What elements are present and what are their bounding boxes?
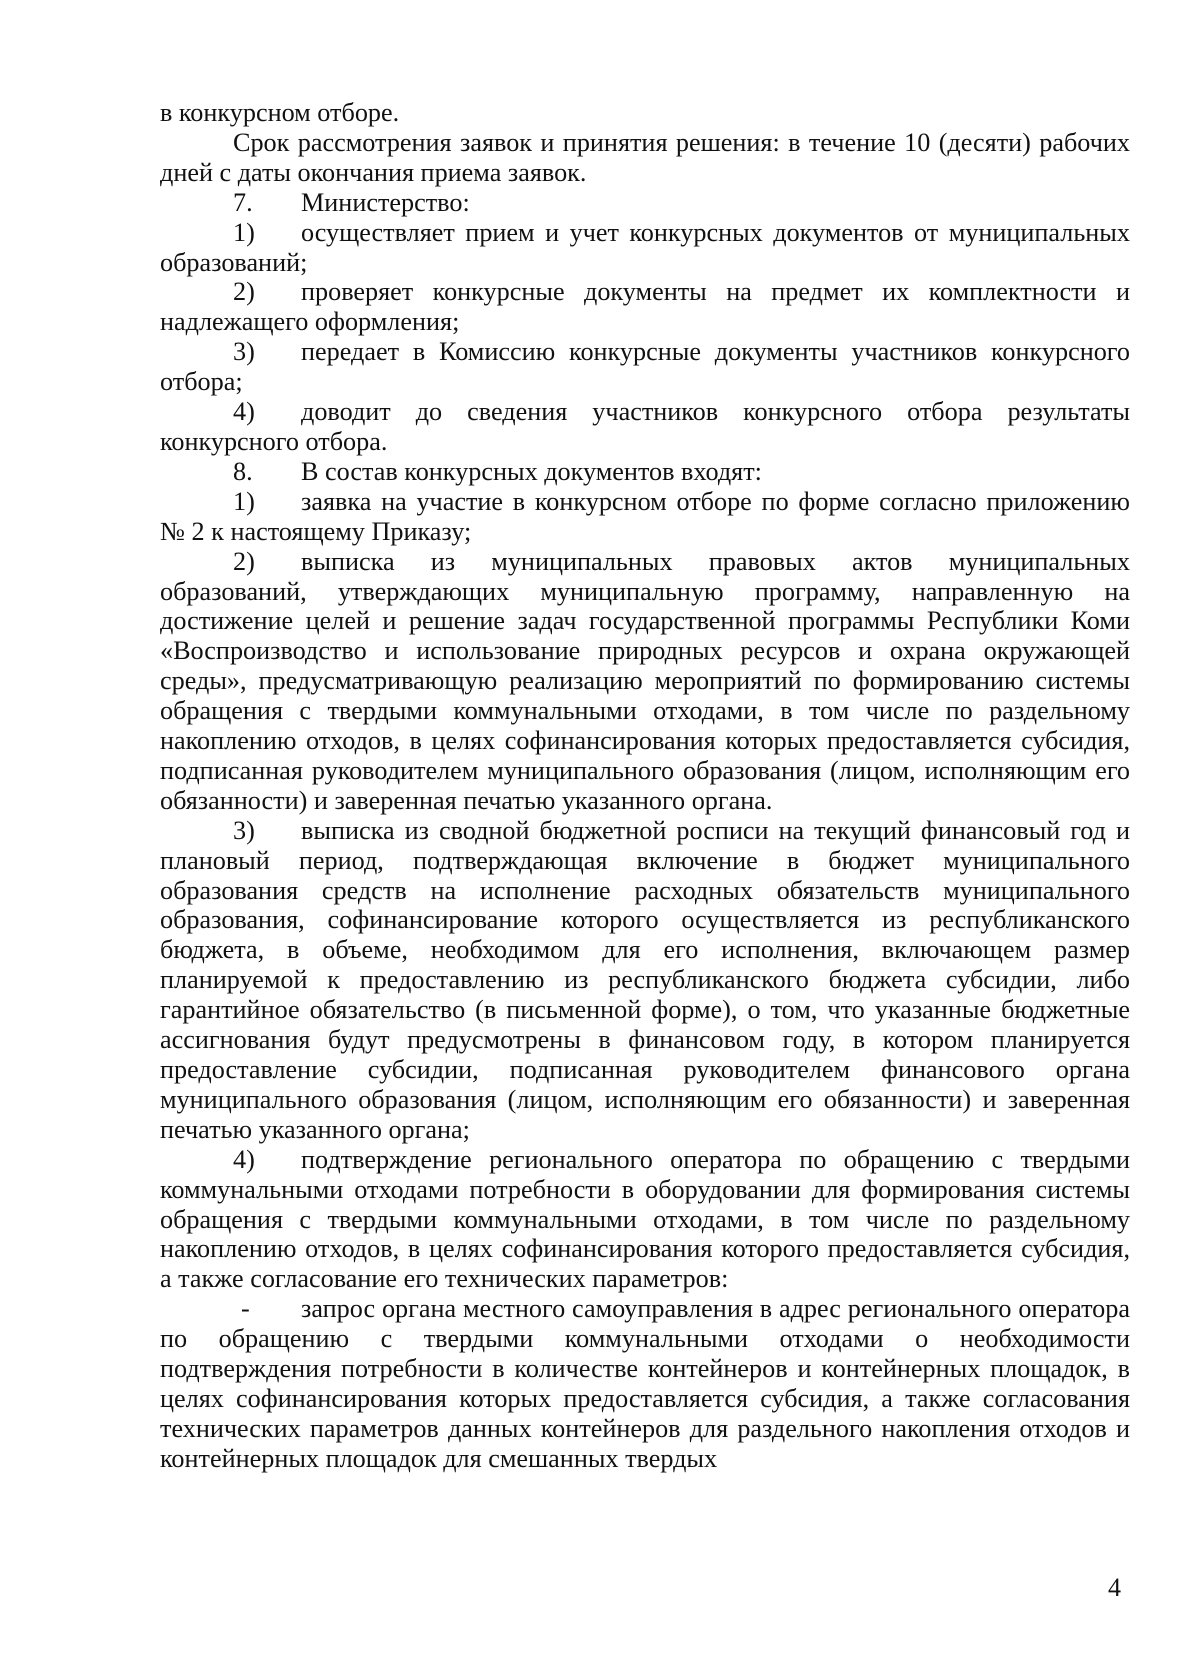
numbered-item <box>160 457 1130 487</box>
numbered-item <box>160 397 1130 457</box>
item-number: 4) <box>233 397 255 427</box>
dash-item <box>160 1294 1130 1473</box>
numbered-item <box>160 1145 1130 1295</box>
item-number: 3) <box>233 337 255 367</box>
item-text: выписка из сводной бюджетной росписи на текущий финансовый год и плановый период, подтверждающая включение в бюджет муниципального образования средств на исполнение расходных обязательств муниципального образования, софинансирование которого осуществляется из республиканского бюджета, в объеме, необходимом для его исполнения, включающем размер планируемой к предоставлению из республиканского бюджета субсидии, либо гарантийное обязательство (в письменной форме), о том, что указанные бюджетные ассигнования будут предусмотрены в финансовом году, в котором планируется предоставление субсидии, подписанная руководителем финансового органа муниципального образования (лицом, исполняющим его обязанности) и заверенная печатью указанного органа; <box>160 815 1130 1144</box>
paragraph-text: в конкурсном отборе. <box>160 98 400 127</box>
item-text: выписка из муниципальных правовых актов муниципальных образований, утверждающих муниципальную программу, направленную на достижение целей и решение задач государственной программы Республики Коми «Воспроизводство и использование природных ресурсов и охрана окружающей среды», предусматривающую реализацию мероприятий по формированию системы обращения с твердыми коммунальными отходами, в том числе по раздельному накоплению отходов, в целях софинансирования которых предоставляется субсидия, подписанная руководителем муниципального образования (лицом, исполняющим его обязанности) и заверенная печатью указанного органа. <box>160 546 1130 815</box>
item-number: 1) <box>233 217 255 247</box>
item-number: 7. <box>233 187 253 217</box>
paragraph-text: Срок рассмотрения заявок и принятия решения: в течение 10 (десяти) рабочих дней с даты окончания приема заявок. <box>160 127 1130 187</box>
numbered-item <box>160 188 1130 218</box>
item-text: подтверждение регионального оператора по обращению с твердыми коммунальными отходами потребности в оборудовании для формирования системы обращения с твердыми коммунальными отходами, в том числе по раздельному накоплению отходов, в целях софинансирования которого предоставляется субсидия, а также согласование его технических параметров: <box>160 1144 1130 1294</box>
numbered-item <box>160 218 1130 278</box>
item-number: 3) <box>233 815 255 845</box>
item-number: 2) <box>233 277 255 307</box>
item-text: Министерство: <box>301 187 470 217</box>
item-text: передает в Комиссию конкурсные документы участников конкурсного отбора; <box>160 337 1130 397</box>
numbered-item <box>160 487 1130 547</box>
item-number: 8. <box>233 456 253 486</box>
item-text: осуществляет прием и учет конкурсных документов от муниципальных образований; <box>160 217 1130 277</box>
numbered-item <box>160 337 1130 397</box>
item-number: 4) <box>233 1144 255 1174</box>
paragraph <box>160 98 1130 128</box>
item-text: В состав конкурсных документов входят: <box>301 456 762 486</box>
item-number: 2) <box>233 546 255 576</box>
document-body <box>160 98 1130 1474</box>
dash-marker: - <box>241 1294 250 1324</box>
item-text: заявка на участие в конкурсном отборе по форме согласно приложению № 2 к настоящему Приказу; <box>160 486 1130 546</box>
item-text: доводит до сведения участников конкурсного отбора результаты конкурсного отбора. <box>160 397 1130 456</box>
item-text: запрос органа местного самоуправления в адрес регионального оператора по обращению с твердыми коммунальными отходами о необходимости подтверждения потребности в количестве контейнеров и контейнерных площадок, в целях софинансирования которых предоставляется субсидия, а также согласования технических параметров данных контейнеров для раздельного накопления отходов и контейнерных площадок для смешанных твердых <box>160 1294 1130 1473</box>
numbered-item <box>160 816 1130 1145</box>
paragraph <box>160 128 1130 188</box>
numbered-item <box>160 277 1130 337</box>
item-text: проверяет конкурсные документы на предмет их комплектности и надлежащего оформления; <box>160 277 1130 337</box>
numbered-item <box>160 547 1130 816</box>
page-number: 4 <box>1108 1573 1121 1602</box>
item-number: 1) <box>233 486 255 516</box>
